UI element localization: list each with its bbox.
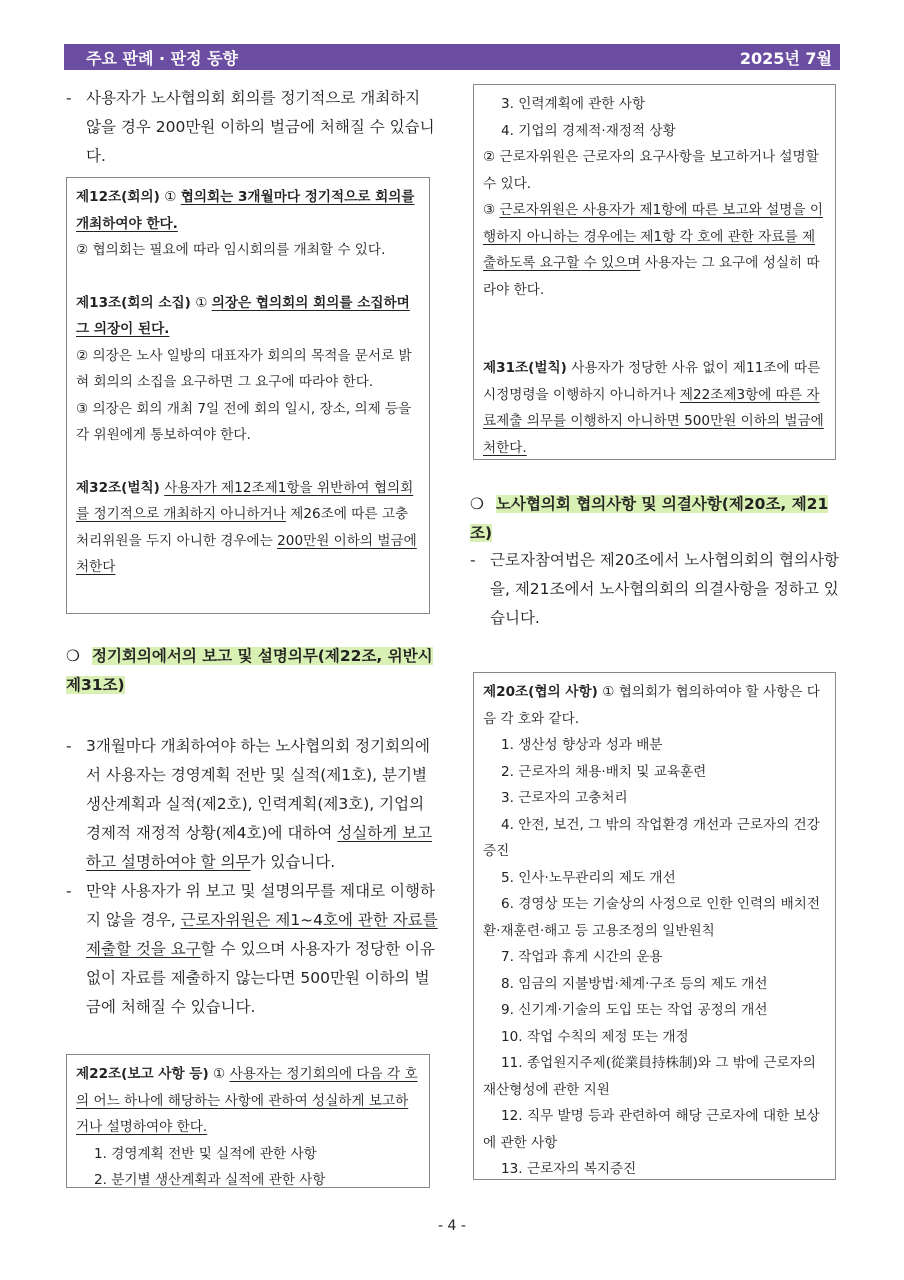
article-22-item-1: 1. 경영계획 전반 및 실적에 관한 사항: [94, 1145, 317, 1162]
article-22-item-4: 4. 기업의 경제적·재정적 상황: [501, 122, 676, 139]
section-heading-report-duty: ❍ 정기회의에서의 보고 및 설명의무(제22조, 위반시 제31조): [66, 642, 438, 700]
article-20-item: 10. 작업 수칙의 제정 또는 개정: [501, 1028, 689, 1045]
left-body-paragraphs: [66, 732, 438, 1022]
article-22-para3: ③ 근로자위원은 사용자가 제1항에 따른 보고와 설명을 이행하지 아니하는 경우에는 제1항 각 호에 관한 자료를 제출하도록 요구할 수 있으며 사용자는 그 요구에 성실히 따라야 한다.: [483, 202, 823, 298]
article-20-item: 11. 종업원지주제(從業員持株制)와 그 밖에 근로자의 재산형성에 관한 지원: [483, 1055, 816, 1098]
article-12-para1: 협의회는 3개월마다 정기적으로 회의를 개최하여야 한다.: [76, 189, 415, 232]
article-32-underlined-2: 200만원 이하의 벌금에 처한다: [76, 532, 417, 575]
circle-bullet-icon: ❍: [66, 647, 80, 665]
article-20-item: 2. 근로자의 채용·배치 및 교육훈련: [501, 763, 707, 780]
law-box-article-22-continued-31: 3. 인력계획에 관한 사항 4. 기업의 경제적·재정적 상황 ② 근로자위원은 근로자의 요구사항을 보고하거나 설명할 수 있다. ③ 근로자위원은 사용자가 제1항에 따른 보고와 설명을 이행하지 아니하는 경우에는 제1항 각 호에 관한 자료를 제출하도록 요구할 수 있으며 사용자는 그 요구에 성실히 따라야 한다. 제31조(벌칙) 사용자가 정당한 사유 없이 제11조에 따른 시정명령을 이행하지 아니하거나 제22조제3항에 따른 자료제출 의무를 이행하지 아니하면 500만원 이하의 벌금에 처한다.: [473, 84, 836, 460]
circle-bullet-icon: ❍: [470, 495, 484, 513]
section-heading-consultation: ❍ 노사협의회 협의사항 및 의결사항(제20조, 제21조): [470, 490, 842, 548]
article-20-item: 12. 직무 발명 등과 관련하여 해당 근로자에 대한 보상에 관한 사항: [483, 1108, 820, 1151]
article-20-item: 4. 안전, 보건, 그 밖의 작업환경 개선과 근로자의 건강증진: [483, 816, 820, 859]
article-20-item: 13. 근로자의 복지증진: [501, 1161, 637, 1177]
article-13-para1: 의장은 협의회의 회의를 소집하며 그 의장이 된다.: [76, 294, 410, 337]
law-box-article-20: 제20조(협의 사항) ① 협의회가 협의하여야 할 사항은 다음 각 호와 같다. 1. 생산성 향상과 성과 배분 2. 근로자의 채용·배치 및 교육훈련 3. 근로자의 고충처리 4. 안전, 보건, 그 밖의 작업환경 개선과 근로자의 건강증진 5. 인사·노무관리의 제도 개선 6. 경영상 또는 기술상의 사정으로 인한 인력의 배치전환·재훈련·해고 등 고용조정의 일반원칙 7. 작업과 휴게 시간의 운용 8. 임금의 지불방법·체계·구조 등의 제도 개선 9. 신기계·기술의 도입 또는 작업 공정의 개선 10. 작업 수칙의 제정 또는 개정 11. 종업원지주제(從業員持株制)와 그 밖에 근로자의 재산형성에 관한 지원 12. 직무 발명 등과 관련하여 해당 근로자에 대한 보상에 관한 사항 13. 근로자의 복지증진: [473, 672, 836, 1180]
article-12-para2: ② 협의회는 필요에 따라 임시회의를 개최할 수 있다.: [76, 242, 386, 258]
page-header-bar: [64, 44, 840, 70]
article-32-title: 제32조(벌칙): [76, 479, 160, 496]
article-13-title: 제13조(회의 소집): [76, 294, 191, 311]
article-31-underlined: 제22조제3항에 따른 자료제출 의무를 이행하지 아니하면 500만원 이하의 벌금에 처한다.: [483, 386, 824, 456]
article-32-underlined-1: 사용자가 제12조제1항을 위반하여 협의회를 정기적으로 개최하지 아니하거나: [76, 479, 414, 522]
paragraph-report-duty: - 3개월마다 개최하여야 하는 노사협의회 정기회의에서 사용자는 경영계획 전반 및 실적(제1호), 분기별 생산계획과 실적(제2호), 인력계획(제3호), 기업의 경제적 재정적 상황(제4호)에 대하여 성실하게 보고하고 설명하여야 할 의무가 있습니다.: [66, 732, 438, 877]
article-20-item: 9. 신기계·기술의 도입 또는 작업 공정의 개선: [501, 1002, 768, 1018]
article-20-item: 5. 인사·노무관리의 제도 개선: [501, 869, 676, 886]
left-intro-paragraph: - 사용자가 노사협의회 회의를 정기적으로 개최하지 않을 경우 200만원 이하의 벌금에 처해질 수 있습니다.: [66, 84, 438, 171]
header-date: 2025년 7월: [739, 48, 832, 68]
article-20-item: 1. 생산성 향상과 성과 배분: [501, 737, 663, 753]
article-20-item: 7. 작업과 휴게 시간의 운용: [501, 949, 663, 965]
law-box-articles-12-13-32: 제12조(회의) ① 협의회는 3개월마다 정기적으로 회의를 개최하여야 한다. ② 협의회는 필요에 따라 임시회의를 개최할 수 있다. 제13조(회의 소집) ① 의장은 협의회의 회의를 소집하며 그 의장이 된다. ② 의장은 노사 일방의 대표자가 회의의 목적을 문서로 밝혀 회의의 소집을 요구하면 그 요구에 따라야 한다. ③ 의장은 회의 개최 7일 전에 회의 일시, 장소, 의제 등을 각 위원에게 통보하여야 한다. 제32조(벌칙) 사용자가 제12조제1항을 위반하여 협의회를 정기적으로 개최하지 아니하거나 제26조에 따른 고충처리위원을 두지 아니한 경우에는 200만원 이하의 벌금에 처한다: [66, 177, 430, 614]
article-22-title: 제22조(보고 사항 등): [76, 1066, 209, 1082]
article-22-para2: ② 근로자위원은 근로자의 요구사항을 보고하거나 설명할 수 있다.: [483, 149, 819, 192]
article-20-title: 제20조(협의 사항): [483, 684, 598, 700]
article-22-para1: 사용자는 정기회의에 다음 각 호의 어느 하나에 해당하는 사항에 관하여 성실하게 보고하거나 설명하여야 한다.: [76, 1066, 418, 1135]
article-20-item: 8. 임금의 지불방법·체계·구조 등의 제도 개선: [501, 975, 768, 992]
paragraph-penalty: - 만약 사용자가 위 보고 및 설명의무를 제대로 이행하지 않을 경우, 근로자위원은 제1~4호에 관한 자료를 제출할 것을 요구할 수 있으며 사용자가 정당한 이유 없이 자료를 제출하지 않는다면 500만원 이하의 벌금에 처해질 수 있습니다.: [66, 877, 438, 1022]
header-section-title: 주요 판례 · 판정 동향: [86, 48, 239, 68]
article-20-item: 3. 근로자의 고충처리: [501, 790, 628, 806]
law-box-article-22: 제22조(보고 사항 등) ① 사용자는 정기회의에 다음 각 호의 어느 하나에 해당하는 사항에 관하여 성실하게 보고하거나 설명하여야 한다. 1. 경영계획 전반 및 실적에 관한 사항 2. 분기별 생산계획과 실적에 관한 사항: [66, 1054, 430, 1188]
article-20-item: 6. 경영상 또는 기술상의 사정으로 인한 인력의 배치전환·재훈련·해고 등 고용조정의 일반원칙: [483, 896, 820, 939]
article-12-title: 제12조(회의): [76, 189, 160, 205]
article-13-para2: ② 의장은 노사 일방의 대표자가 회의의 목적을 문서로 밝혀 회의의 소집을 요구하면 그 요구에 따라야 한다.: [76, 347, 412, 390]
article-22-item-3: 3. 인력계획에 관한 사항: [501, 96, 646, 112]
right-intro-paragraph: - 근로자참여법은 제20조에서 노사협의회의 협의사항을, 제21조에서 노사협의회의 의결사항을 정하고 있습니다.: [470, 546, 842, 633]
article-22-item-2: 2. 분기별 생산계획과 실적에 관한 사항: [94, 1172, 326, 1188]
article-31-title: 제31조(벌칙): [483, 360, 567, 376]
page-number: - 4 -: [438, 1218, 466, 1234]
article-13-para3: ③ 의장은 회의 개최 7일 전에 회의 일시, 장소, 의제 등을 각 위원에게 통보하여야 한다.: [76, 400, 412, 443]
